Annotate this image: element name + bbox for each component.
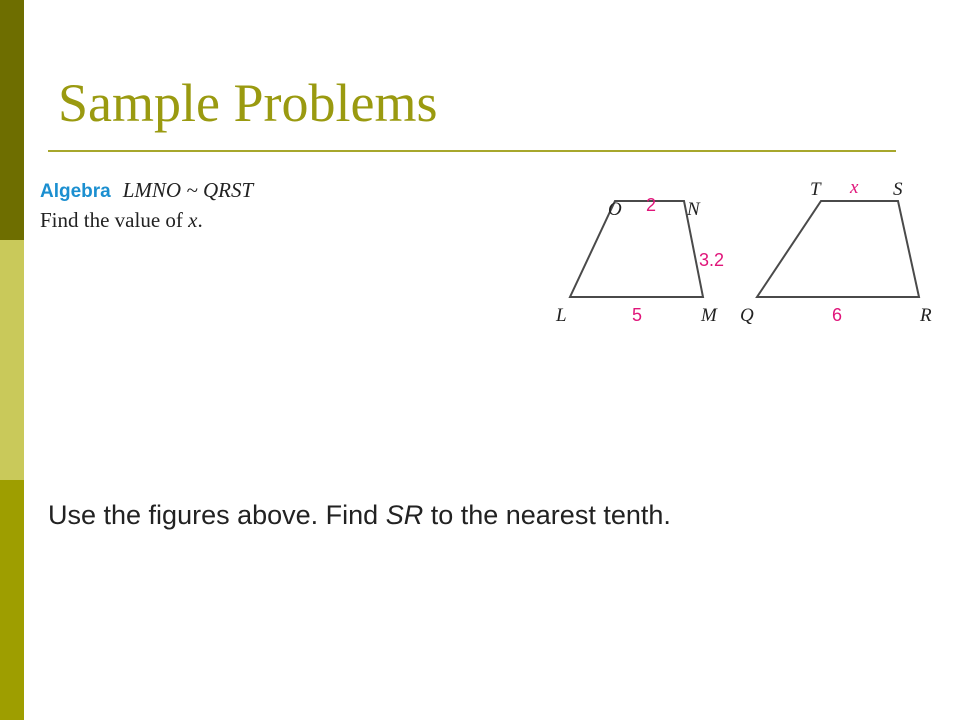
vertex-label-n: N [687,199,700,220]
algebra-tag: Algebra [40,181,111,202]
problem-statement [40,176,253,234]
title-divider [48,150,896,152]
similarity-statement: LMNO ~ QRST [122,178,254,202]
vertex-label-q: Q [740,305,754,326]
question-suffix: to the nearest tenth. [423,500,671,530]
instruction-variable: x [188,208,198,232]
sidebar-accent-middle [0,240,24,480]
measure-lm: 5 [632,305,643,325]
problem-instruction [40,206,253,234]
instruction-suffix: . [197,208,203,232]
trapezoid-figure [548,170,948,330]
vertex-label-m: M [701,305,717,326]
measure-on: 2 [646,195,657,215]
question-segment: SR [385,500,424,530]
measure-ts: x [850,177,859,198]
measure-mn: 3.2 [699,250,725,270]
follow-up-question [48,500,671,531]
vertex-label-r: R [920,305,932,326]
problem-header-line [40,176,253,206]
sidebar-accent-bottom [0,480,24,720]
question-prefix: Use the figures above. Find [48,500,386,530]
trapezoid-lmno [570,201,703,297]
measure-qr: 6 [832,305,843,325]
sidebar-accent-top [0,0,24,240]
vertex-label-l: L [556,305,567,326]
vertex-label-s: S [893,179,903,200]
vertex-label-o: O [608,199,622,220]
instruction-prefix: Find the value of [40,208,189,232]
trapezoid-qrst [757,201,919,297]
vertex-label-t: T [810,179,821,200]
trapezoid-diagram [548,170,948,330]
slide-title: Sample Problems [58,73,438,133]
